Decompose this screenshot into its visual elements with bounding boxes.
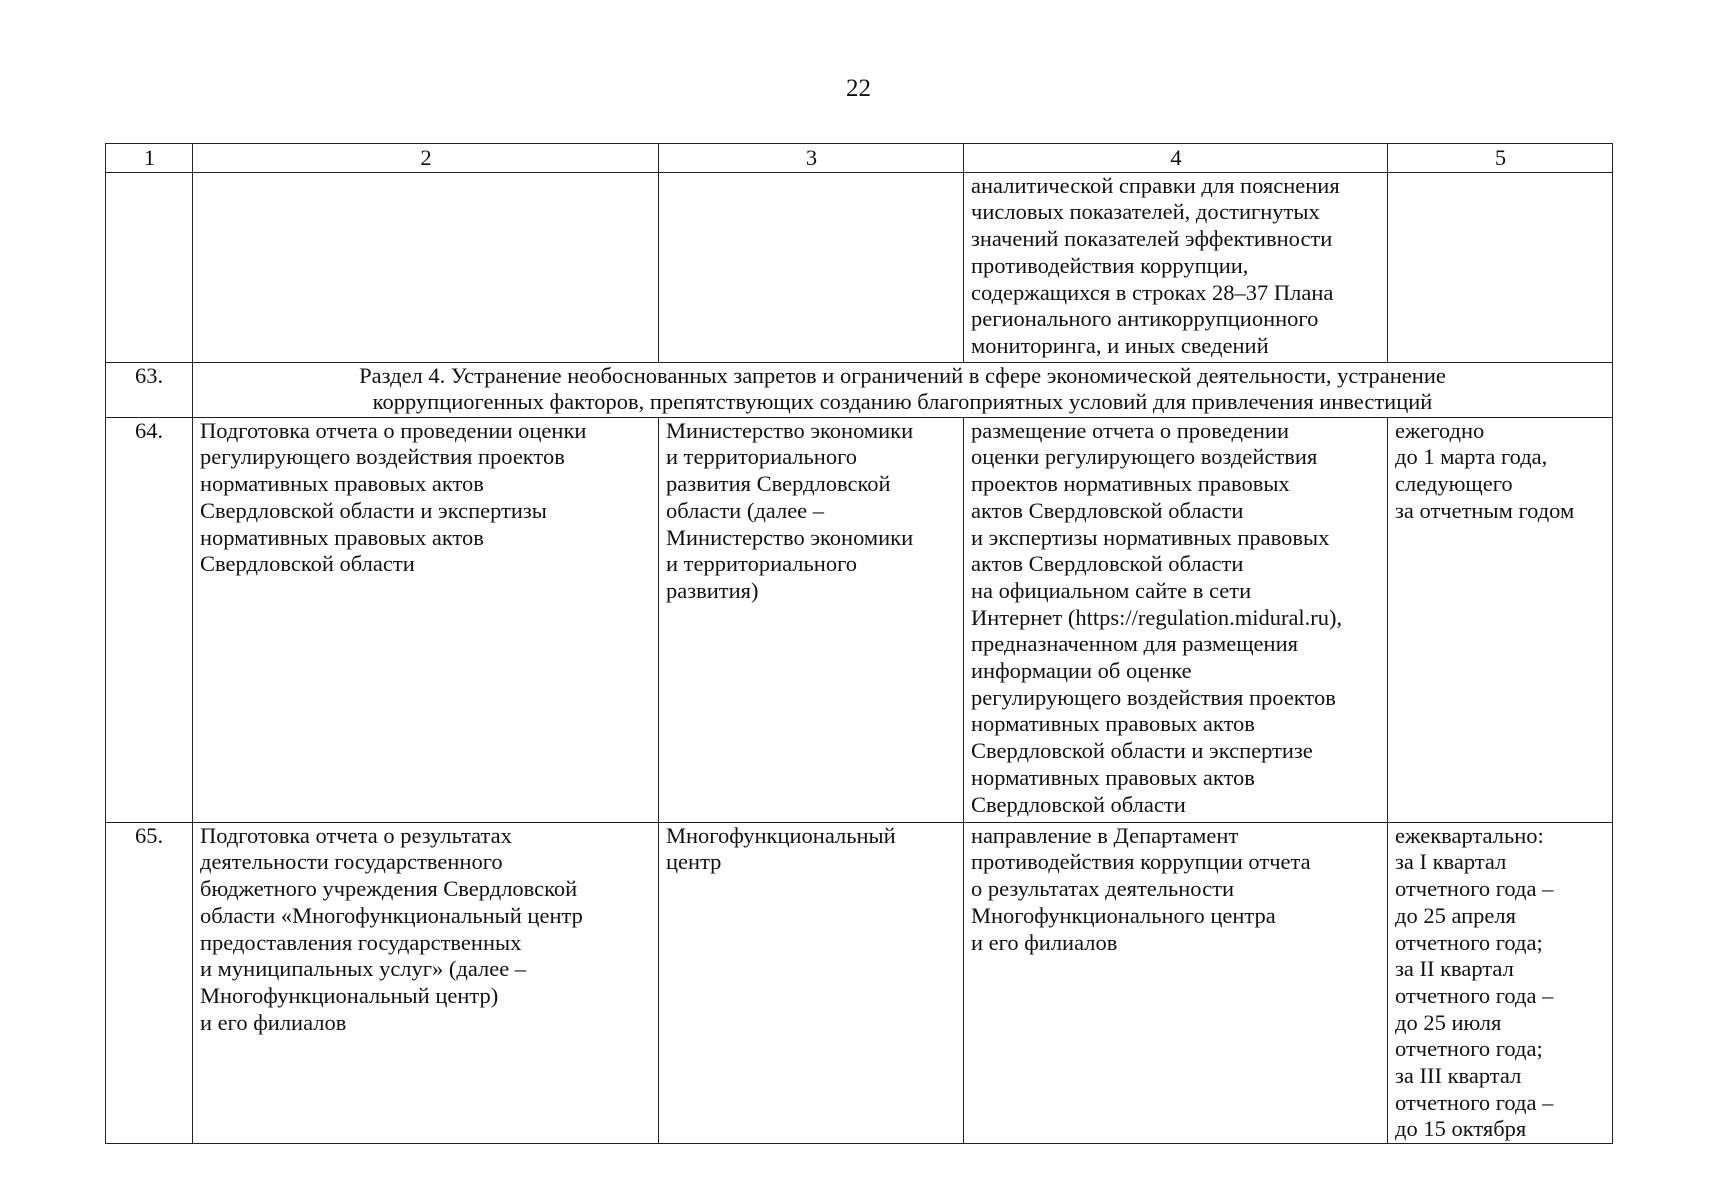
cell-text-line: на официальном сайте в сети <box>971 577 1252 603</box>
section-number: 63. <box>106 362 193 417</box>
cell-text-line: о результатах деятельности <box>971 876 1234 902</box>
cell-text-line: Интернет (https://regulation.midural.ru), <box>971 604 1343 630</box>
cell-text-line: и его филиалов <box>971 929 1118 955</box>
cell-text-line: отчетного года; <box>1395 929 1543 955</box>
cell-task <box>193 417 659 822</box>
cell-text-line: Подготовка отчета о проведении оценки <box>200 417 587 443</box>
cell-text-line: отчетного года – <box>1395 1089 1554 1115</box>
cell-text-line: и его филиалов <box>200 1009 347 1035</box>
cell-task <box>193 822 659 1143</box>
cell-text-line: Раздел 4. Устранение необоснованных запретов и ограничений в сфере экономической деятельности, устранение <box>359 362 1446 388</box>
cell-text-line: размещение отчета о проведении <box>971 417 1289 443</box>
cell-text-line: за II квартал <box>1395 956 1514 982</box>
cell-text-line: деятельности государственного <box>200 849 503 875</box>
page-number: 22 <box>846 75 871 102</box>
cell-text-line: числовых показателей, достигнутых <box>971 199 1320 225</box>
cell-text-line: отчетного года – <box>1395 876 1554 902</box>
cell-text-line: актов Свердловской области <box>971 497 1244 523</box>
column-header-4: 4 <box>964 144 1388 173</box>
cell-text-line: аналитической справки для пояснения <box>971 172 1340 198</box>
cell-text-line: и муниципальных услуг» (далее – <box>200 956 527 982</box>
cell-text-line: и экспертизы нормативных правовых <box>971 524 1330 550</box>
row-number: 65. <box>106 822 193 1143</box>
cell-text-line: Свердловской области и экспертизы <box>200 497 547 523</box>
cell-text-line: центр <box>666 849 722 875</box>
row-number: 64. <box>106 417 193 822</box>
plan-table <box>105 143 1613 1144</box>
cell-text-line: предоставления государственных <box>200 929 522 955</box>
cell-text-line: нормативных правовых актов <box>971 711 1255 737</box>
cell-text-line: противодействия коррупции отчета <box>971 849 1311 875</box>
table-header-row <box>106 144 1613 173</box>
cell-text-line: за I квартал <box>1395 849 1507 875</box>
cell-text-line: нормативных правовых актов <box>971 764 1255 790</box>
cell-text-line: до 1 марта года, <box>1395 444 1548 470</box>
cell-text-line: и территориального <box>666 444 857 470</box>
cell-executor <box>659 417 964 822</box>
cell-text-line: Министерство экономики <box>666 417 914 443</box>
cell-text-line: Подготовка отчета о результатах <box>200 822 512 848</box>
cell-deadline <box>1388 822 1613 1143</box>
cell-executor <box>659 822 964 1143</box>
cell-text-line: коррупциогенных факторов, препятствующих созданию благоприятных условий для привлечения инвестиций <box>372 389 1433 415</box>
cell-text-line: отчетного года – <box>1395 982 1554 1008</box>
cell-text-line: Министерство экономики <box>666 524 914 550</box>
cell-deadline-empty <box>1388 172 1613 362</box>
cell-text-line: развития) <box>666 577 759 603</box>
cell-text-line: значений показателей эффективности <box>971 226 1333 252</box>
cell-deadline <box>1388 417 1613 822</box>
cell-text-line: нормативных правовых актов <box>200 471 484 497</box>
cell-text-line: ежеквартально: <box>1395 822 1544 848</box>
cell-text-line: мониторинга, и иных сведений <box>971 332 1269 358</box>
column-header-3: 3 <box>659 144 964 173</box>
cell-text-line: Многофункциональный <box>666 822 896 848</box>
cell-text-line: содержащихся в строках 28–37 Плана <box>971 279 1334 305</box>
cell-text-line: актов Свердловской области <box>971 551 1244 577</box>
section-title <box>193 362 1613 417</box>
cell-text-line: развития Свердловской <box>666 471 891 497</box>
cell-text-line: Многофункционального центра <box>971 902 1276 928</box>
cell-text-line: нормативных правовых актов <box>200 524 484 550</box>
cell-text-line: Свердловской области <box>200 551 415 577</box>
cell-text-line: до 25 июля <box>1395 1009 1502 1035</box>
column-header-2: 2 <box>193 144 659 173</box>
cell-text-line: направление в Департамент <box>971 822 1239 848</box>
cell-text-line: следующего <box>1395 471 1513 497</box>
cell-text-line: области (далее – <box>666 497 825 523</box>
table-row-continuation <box>106 172 1613 362</box>
cell-text-line: противодействия коррупции, <box>971 252 1249 278</box>
cell-text-line: информации об оценке <box>971 658 1192 684</box>
cell-text-line: регулирующего воздействия проектов <box>200 444 565 470</box>
cell-text-line: Свердловской области и экспертизе <box>971 738 1313 764</box>
cell-text-line: и территориального <box>666 551 857 577</box>
cell-text-line: оценки регулирующего воздействия <box>971 444 1318 470</box>
cell-number-empty <box>106 172 193 362</box>
cell-text-line: регионального антикоррупционного <box>971 306 1319 332</box>
cell-text-line: Свердловской области <box>971 791 1186 817</box>
cell-text-line: проектов нормативных правовых <box>971 471 1290 497</box>
cell-text-line: регулирующего воздействия проектов <box>971 684 1336 710</box>
cell-text-line: Многофункциональный центр) <box>200 982 499 1008</box>
cell-text-line: за III квартал <box>1395 1063 1522 1089</box>
cell-text-line: ежегодно <box>1395 417 1485 443</box>
cell-result <box>964 822 1388 1143</box>
cell-result <box>964 417 1388 822</box>
cell-text-line: до 15 октября <box>1395 1116 1527 1142</box>
table-row-65 <box>106 822 1613 1143</box>
cell-text-line: предназначенном для размещения <box>971 631 1298 657</box>
cell-executor-empty <box>659 172 964 362</box>
cell-text-line: бюджетного учреждения Свердловской <box>200 876 578 902</box>
cell-text-line: до 25 апреля <box>1395 902 1516 928</box>
cell-task-empty <box>193 172 659 362</box>
cell-result-continuation <box>964 172 1388 362</box>
cell-text-line: области «Многофункциональный центр <box>200 902 583 928</box>
table-row-section-4 <box>106 362 1613 417</box>
cell-text-line: отчетного года; <box>1395 1036 1543 1062</box>
table-row-64 <box>106 417 1613 822</box>
column-header-5: 5 <box>1388 144 1613 173</box>
cell-text-line: за отчетным годом <box>1395 497 1575 523</box>
column-header-1: 1 <box>106 144 193 173</box>
